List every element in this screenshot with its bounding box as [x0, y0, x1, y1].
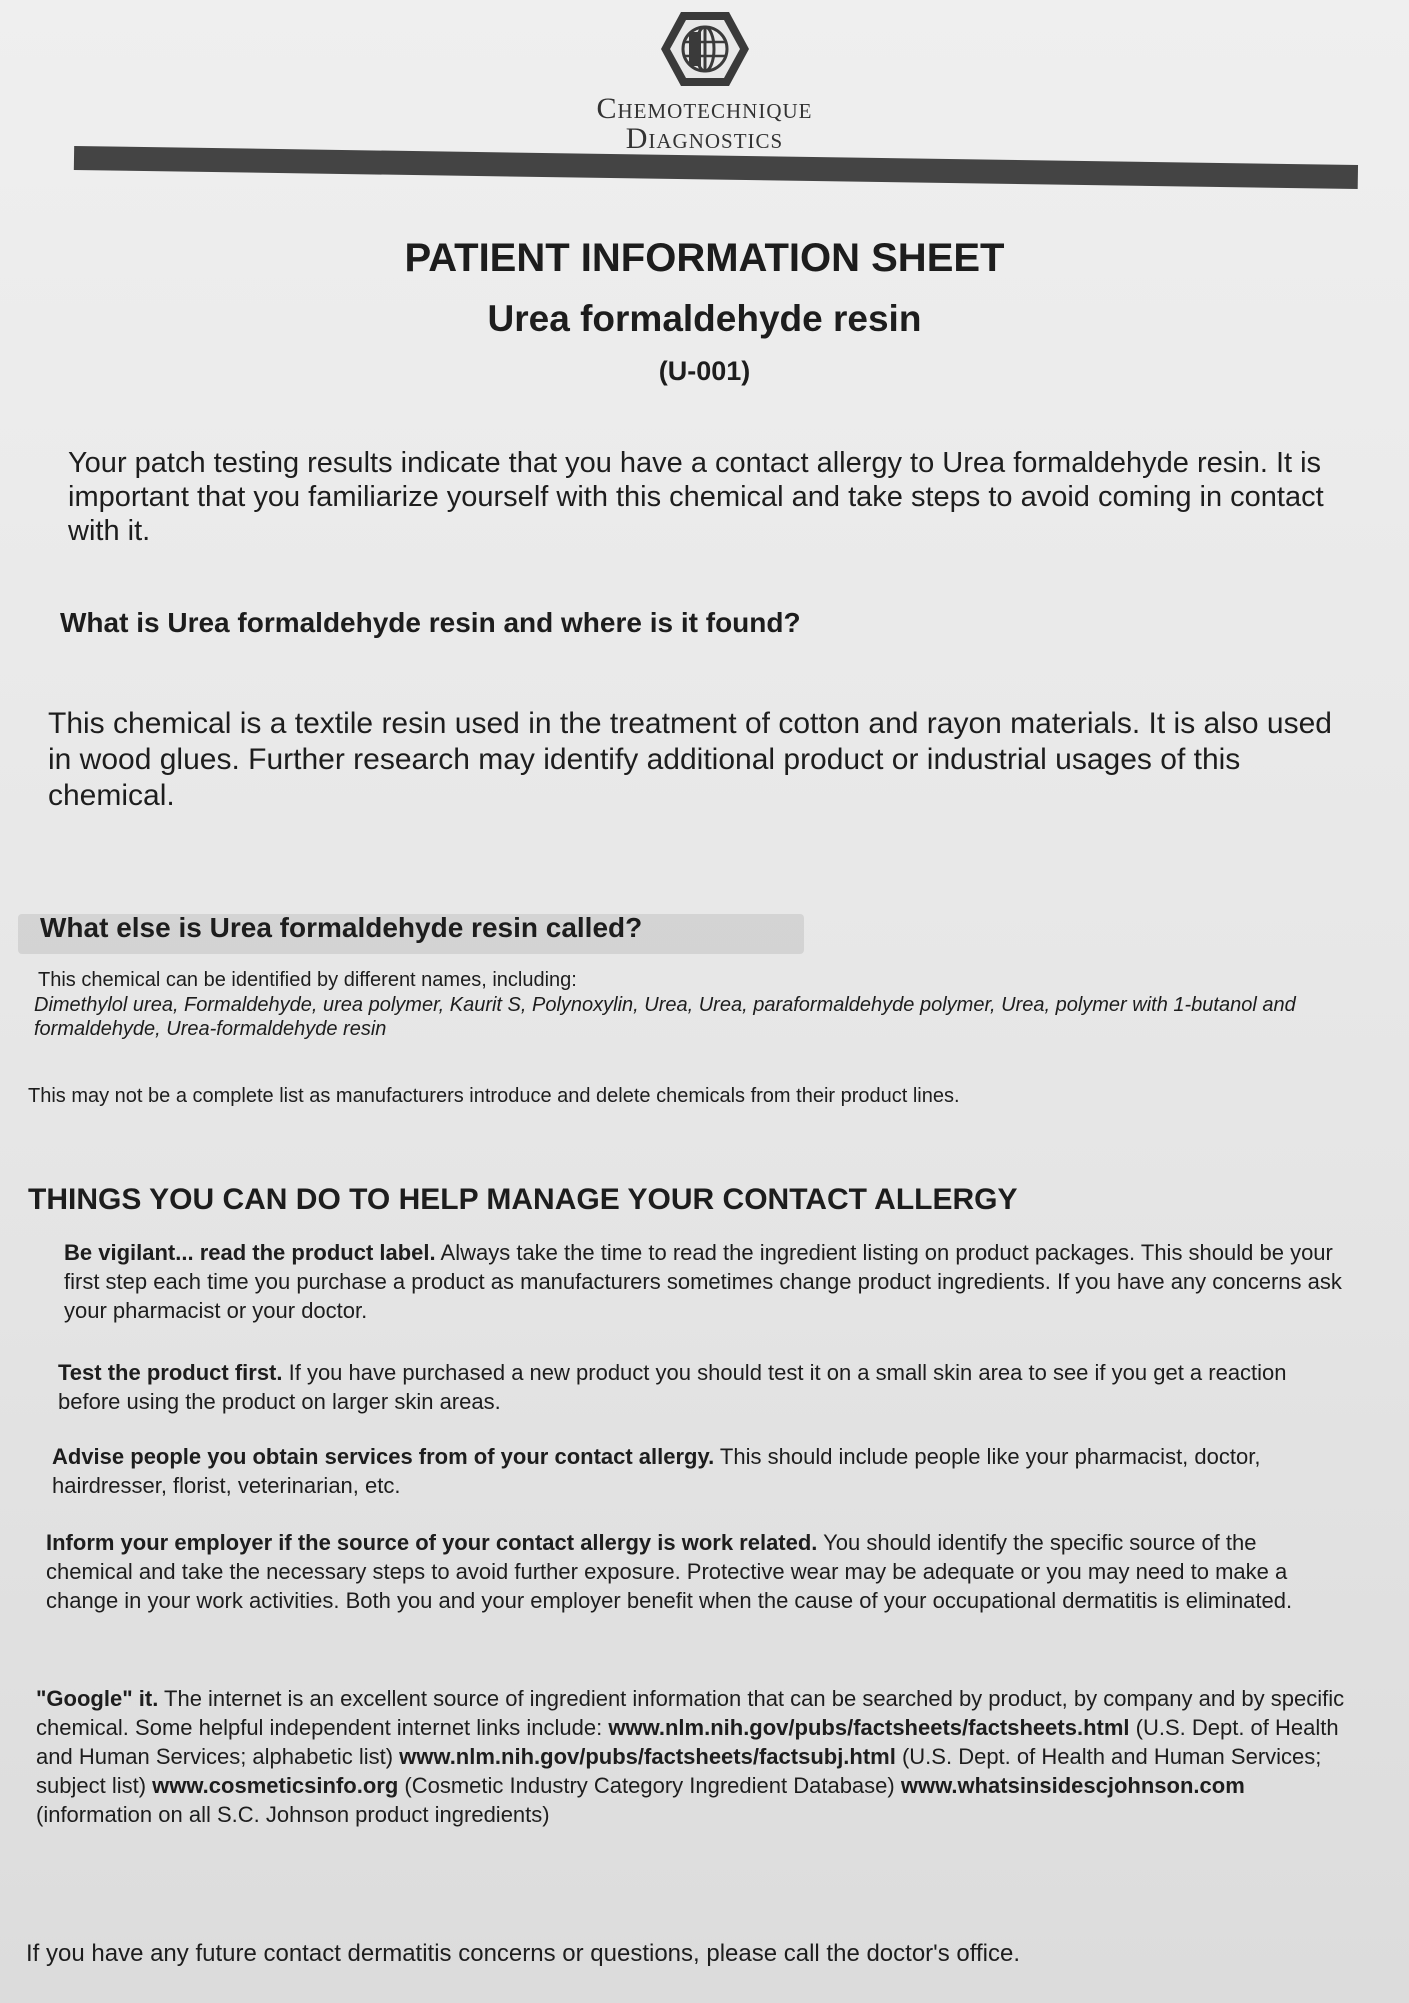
what-else-heading-post: called? — [537, 912, 643, 943]
tip-4-text: You should identify the specific source of the chemical and take the necessary steps to avoid further exposure. Protective wear may be adequate or you may need to make a change in your work activities. Both you and your employer benefit when the cause of your occupational dermatitis is eliminated. — [46, 1530, 1293, 1613]
what-is-heading-name: Urea formaldehyde resin — [167, 607, 496, 638]
link-2-desc: (U.S. Dept. of Health and Human Services; subject list) — [36, 1744, 1322, 1798]
tip-google-bold: "Google" it. — [36, 1686, 159, 1711]
tip-2-bold: Test the product first. — [58, 1360, 283, 1385]
alt-names-intro: This chemical can be identified by different names, including: — [38, 969, 577, 991]
link-cosmeticsinfo[interactable]: www.cosmeticsinfo.org — [152, 1773, 399, 1798]
what-else-heading-pre: What else is — [40, 912, 210, 943]
link-3-desc: (Cosmetic Industry Category Ingredient Database) — [398, 1773, 901, 1798]
tip-3-text: This should include people like your pharmacist, doctor, hairdresser, florist, veterinarian, etc. — [52, 1444, 1261, 1498]
alt-names-list: Dimethylol urea, Formaldehyde, urea polymer, Kaurit S, Polynoxylin, Urea, Urea, paraformaldehyde polymer, Urea, polymer with 1-butanol and formaldehyde, Urea-formaldehyde resin — [34, 994, 1296, 1040]
tip-1-text: Always take the time to read the ingredient listing on product packages. This should be your first step each time you purchase a product as manufacturers sometimes change product ingredients. If you have any concerns ask your pharmacist or your doctor. — [64, 1240, 1342, 1323]
tip-4-bold: Inform your employer if the source of your contact allergy is work related. — [46, 1530, 818, 1555]
tip-3-bold: Advise people you obtain services from of your contact allergy. — [52, 1444, 715, 1469]
what-is-heading — [60, 607, 1360, 639]
list-disclaimer: This may not be a complete list as manufacturers introduce and delete chemicals from their product lines. — [28, 1085, 960, 1107]
substance-name: Urea formaldehyde resin — [487, 298, 922, 339]
link-factsheets-alphabetic[interactable]: www.nlm.nih.gov/pubs/factsheets/factsheets.html — [608, 1715, 1130, 1740]
substance-code: (U-001) — [658, 356, 751, 386]
tip-test-product — [58, 1358, 1348, 1416]
closing-note: If you have any future contact dermatitis concerns or questions, please call the doctor's office. — [26, 1940, 1021, 1967]
link-4-desc: (information on all S.C. Johnson product ingredients) — [36, 1802, 550, 1827]
link-factsheets-subject[interactable]: www.nlm.nih.gov/pubs/factsheets/factsubj.html — [399, 1744, 896, 1769]
what-is-body: This chemical is a textile resin used in the treatment of cotton and rayon materials. It is also used in wood glues. Further research may identify additional product or industrial usages of this chemical. — [48, 707, 1332, 812]
tip-google — [36, 1684, 1348, 1829]
logo-line-2: Diagnostics — [625, 122, 784, 155]
tip-read-label — [64, 1238, 1346, 1325]
tip-2-text: If you have purchased a new product you should test it on a small skin area to see if you get a reaction before using the product on larger skin areas. — [58, 1360, 1287, 1414]
intro-paragraph: Your patch testing results indicate that you have a contact allergy to Urea formaldehyde resin. It is important that you familiarize yourself with this chemical and take steps to avoid coming in contact with it. — [68, 447, 1324, 547]
things-heading: THINGS YOU CAN DO TO HELP MANAGE YOUR CONTACT ALLERGY — [28, 1183, 1018, 1216]
tip-1-bold: Be vigilant... read the product label. — [64, 1240, 436, 1265]
globe-icon — [659, 10, 751, 88]
logo-line-1: Chemotechnique — [596, 92, 813, 125]
what-is-heading-pre: What is — [60, 607, 168, 638]
what-else-heading-name: Urea formaldehyde resin — [209, 912, 538, 943]
what-else-heading — [40, 912, 1340, 944]
tip-advise-people — [52, 1442, 1348, 1500]
tip-google-text: The internet is an excellent source of ingredient information that can be searched by product, by company and by specific chemical. Some helpful independent internet links include: — [36, 1686, 1345, 1740]
link-scjohnson[interactable]: www.whatsinsidescjohnson.com — [900, 1773, 1245, 1798]
company-logo — [0, 10, 1409, 154]
tip-inform-employer — [46, 1528, 1348, 1615]
page-title: PATIENT INFORMATION SHEET — [404, 236, 1005, 280]
link-1-desc: (U.S. Dept. of Health and Human Services; alphabetic list) — [36, 1715, 1339, 1769]
what-is-heading-post: and where is it found? — [495, 607, 801, 638]
